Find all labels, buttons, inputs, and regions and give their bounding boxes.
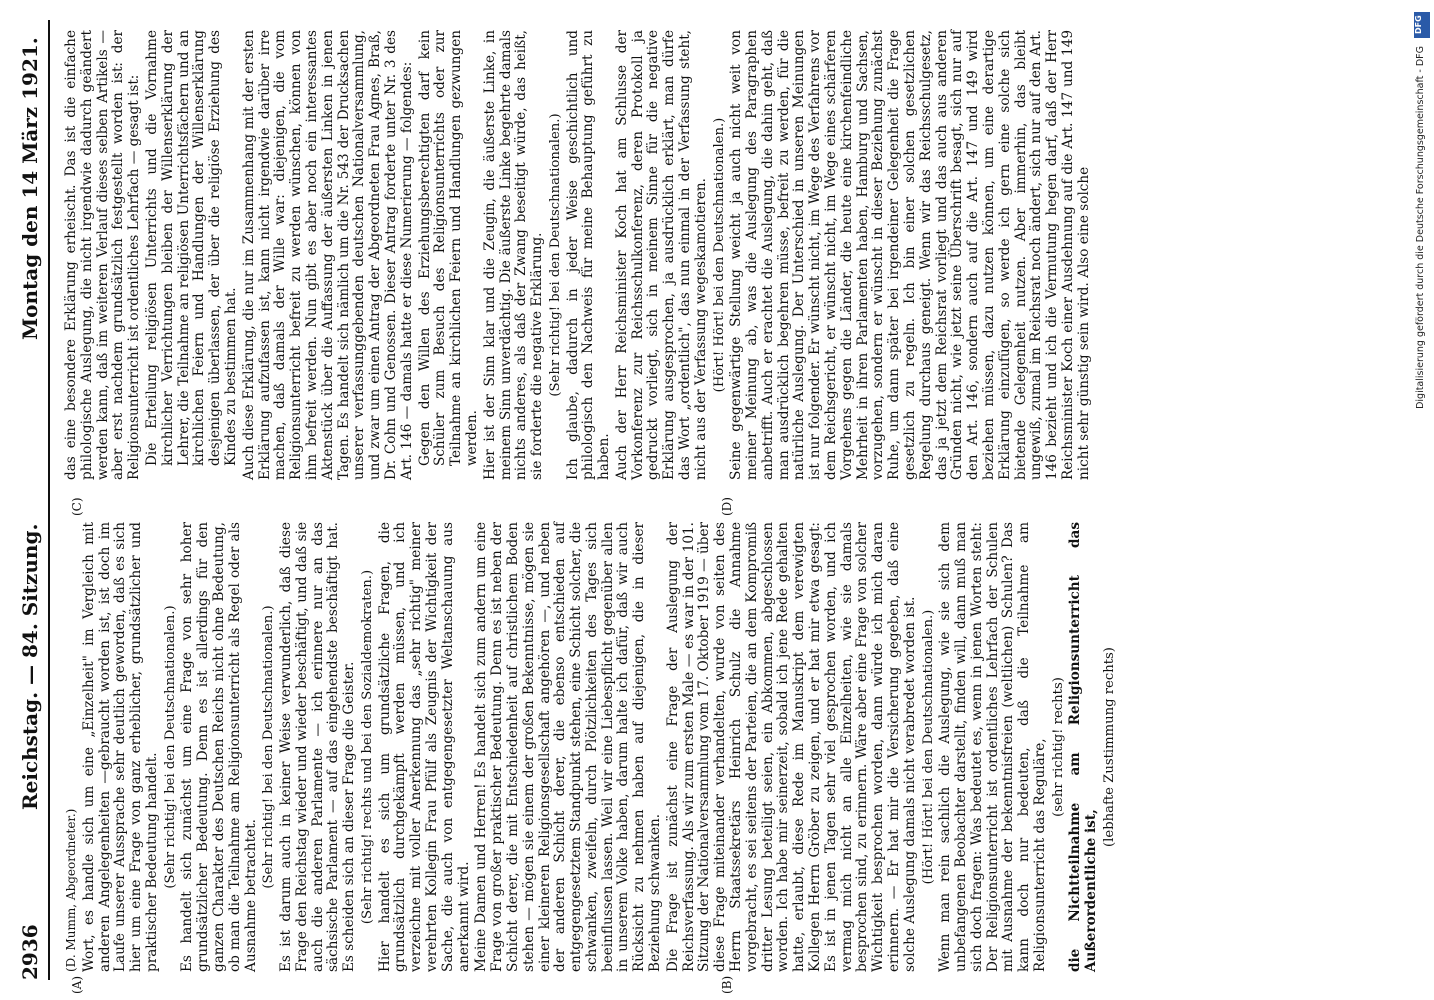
left-paragraph-8: die Nichtteilnahme am Religionsunterricht das Außerordentliche ist, — [1067, 522, 1100, 972]
right-paragraph-4: Ich glaube, dadurch in jeder Weise geschichtlich und philologisch den Nachweis für meine Behauptung geführt zu haben. — [564, 30, 613, 480]
running-page-number: 2936 — [18, 924, 42, 980]
right-quote-2: Gegen den Willen des Erziehungsberechtigten darf kein Schüler zum Besuch des Religionsunterrichts oder zur Teilnahme an kirchlichen Feiern und Handlungen gezwungen werden. — [416, 30, 480, 466]
left-paragraph-1: Wort, es handle sich um eine „Einzelheit" im Vergleich mit anderen Angelegenheiten —gebraucht worden ist, ist doch im Laufe unserer Aussprache sehr deutlich geworden, daß es sich hier um eine Frage von ganz erheblicher, grundsätzlicher und praktischer Bedeutung handelt. — [80, 522, 160, 972]
left-remark-2: (Sehr richtig! bei den Deutschnationalen.) — [261, 605, 277, 889]
left-paragraph-2: Es handelt sich zunächst um eine Frage von sehr hoher grundsätzlicher Bedeutung. Denn es ist allerdings für den ganzen Charakter des Deutschen Reichs nicht ohne Bedeutung, ob man die Teilnahme am Religionsunterricht als Regel oder als Ausnahme betrachtet. — [179, 522, 259, 972]
left-remark-3: (Sehr richtig! rechts und bei den Sozialdemokraten.) — [359, 569, 375, 925]
left-column — [64, 522, 1120, 972]
gutter-mark-c: (C) — [70, 497, 84, 516]
right-paragraph-3: Hier ist der Sinn klar und die Zeugin, die äußerste Linke, in meinem Sinn unverdächtig. Die äußerste Linke begehrte damals nichts anderes, als daß der Zwang beseitigt würde, das heißt, sie forderte die negative Erklärung. — [481, 30, 546, 480]
right-paragraph-6: Seine gegenwärtige Stellung weicht ja auch nicht weit von meiner Meinung ab, was die Auslegung des Paragraphen anbetrifft. Auch er erachtet die Auslegung, die dahin geht, daß man ausdrücklich begehren müsse, befreit zu werden, für die natürliche Auslegung. Der Unterschied in unseren Meinungen ist nur folgender. Er wünscht nicht, im Wege des Verfahrens vor dem Reichsgericht, er wünscht nicht, im Wege eines schärferen Vorgehens gegen die Länder, die heute eine kirchenfeindliche Mehrheit in ihren Parlamenten haben, Hamburg und Sachsen, vorzugehen, sondern er wünscht in dieser Beziehung zunächst Ruhe, um dann später bei irgendeiner Gelegenheit die Frage gesetzlich zu regeln. Ich bin einer solchen gesetzlichen Regelung durchaus geneigt. Wenn wir das Reichsschulgesetz, das ja jetzt dem Reichsrat vorliegt und das auch aus anderen Gründen nicht, wie jetzt seine Überschrift besagt, sich nur auf den Art. 146, sondern auch auf die Art. 147 und 149 wird beziehen müssen, dazu nutzen können, um eine derartige Erklärung einzufügen, so werde ich gern eine solche sich bietende Gelegenheit nutzen. Aber immerhin, das bleibt ungewiß, zumal im Reichsrat noch ändert, sich nur auf den Art. 146 bezieht und ich die Vermutung hegen darf, daß der Herr Reichsminister Koch einer Ausdehnung auf die Art. 147 und 149 nicht sehr günstig sein wird. Also eine solche — [728, 30, 1092, 480]
right-paragraph-2: Auch diese Erklärung, die nur im Zusammenhang mit der ersten Erklärung aufzufassen ist, kann nicht irgendwie darüber irre machen, daß damals der Wille war: diejenigen, die vom Religionsunterricht befreit zu werden wünschen, können von ihm befreit werden. Nun gibt es aber noch ein interessantes Aktenstück über die Auffassung der äußersten Linken in jenen Tagen. Es handelt sich nämlich um die Nr. 543 der Drucksachen unserer verfassunggebenden deutschen Nationalversammlung, und zwar um einen Antrag der Abgeordneten Frau Agnes, Braß, Dr. Cohn und Genossen. Dieser Antrag forderte unter Nr. 3 des Art. 146 — damals hatte er diese Numerierung — folgendes: — [240, 30, 415, 480]
left-paragraph-7: Wenn man rein sachlich die Auslegung, wie sie sich dem unbefangenen Beobachter darstellt, finden will, dann muß man sich doch fragen: Was bedeutet es, wenn in jenen Worten steht: Der Religionsunterricht ist ordentliches Lehrfach der Schulen mit Ausnahme der bekenntnisfreien (weltlichen) Schulen? Das kann doch nur bedeuten, daß die Teilnahme am Religionsunterricht das Reguläre, — [937, 522, 1048, 972]
right-remark-1: (Sehr richtig! bei den Deutschnationalen.) — [547, 113, 563, 397]
running-right-date: Montag den 14 März 1921. — [18, 37, 42, 340]
left-paragraph-6: Die Frage ist zunächst eine Frage der Auslegung der Reichsverfassung. Als wir zum ersten Male — es war in der 101. Sitzung der Nationalversammlung vom 17. Oktober 1919 — über diese Frage miteinander verhandelten, wurde von seiten des Herrn Staatssekretärs Heinrich Schulz die Annahme vorgebracht, es sei seitens der Parteien, die an dem Kompromiß dritter Lesung beteiligt seien, ein Abkommen, abgeschlossen worden. Ich habe mir seinerzeit, sobald ich jene Rede gehalten hatte, erlaubt, diese Rede im Manuskript dem verewigten Kollegen Herrn Gröber zu zeigen, und er hat mir etwa gesagt: Es ist in jenen Tagen sehr viel gesprochen worden, und ich vermag mich nicht an alle Einzelheiten, wie sie damals besprochen sind, zu erinnern. Wäre aber eine Frage von solcher Wichtigkeit besprochen worden, dann würde ich mich daran erinnern. — Er hat mir die Versicherung gegeben, daß eine solche Auslegung damals nicht verabredet worden ist. — [664, 522, 918, 972]
gutter-mark-b: (B) — [720, 975, 734, 994]
right-paragraph-1: das eine besondere Erklärung erheischt. Das ist die einfache philologische Auslegung, die nicht irgendwie dadurch geändert werden kann, daß im weiteren Verlauf dieses selben Artikels — aber erst nachdem grundsätzlich festgestellt worden ist: der Religionsunterricht ist ordentliches Lehrfach — gesagt ist: — [63, 30, 143, 480]
gutter-mark-d: (D) — [720, 497, 734, 516]
digitization-note — [1412, 10, 1432, 990]
right-remark-2: (Hört! Hört! bei den Deutschnationalen.) — [711, 117, 727, 393]
left-paragraph-3: Es ist darum auch in keiner Weise verwunderlich, daß diese Frage den Reichstag wieder und wieder beschäftigt, und daß sie auch die anderen Parlamente — ich erinnere nur an das sächsische Parlament — auf das eingehendste beschäftigt hat. Es scheiden sich an dieser Frage die Geister. — [277, 522, 358, 972]
dfg-logo: DFG — [1414, 12, 1430, 38]
right-column — [64, 30, 1095, 480]
dfg-note-text: Digitalisierung gefördert durch die Deutsche Forschungsgemeinschaft - DFG — [1415, 46, 1426, 409]
speaker-label: (D. Mumm, Abgeordneter.) — [64, 808, 78, 972]
left-remark-4: (Hört! Hört! bei den Deutschnationalen.) — [920, 609, 936, 885]
gutter-mark-a: (A) — [70, 975, 84, 994]
left-remark-5: (sehr richtig! rechts) — [1050, 677, 1066, 817]
right-paragraph-5: Auch der Herr Reichsminister Koch hat am Schlusse der Vorkonferenz zur Reichsschulkonferenz, deren Protokoll ja gedruckt vorliegt, sich in meinem Sinne für die negative Erklärung ausgesprochen, ja ausdrücklich erklärt, man dürfe das Wort „ordentlich", das nun einmal in der Verfassung steht, nicht aus der Verfassung wegeskamotieren. — [613, 30, 709, 480]
left-remark-6: (lebhafte Zustimmung rechts) — [1101, 647, 1117, 847]
left-paragraph-4: Hier handelt es sich um grundsätzliche Fragen, die grundsätzlich durchgekämpft werden müssen, und ich verzeichne mit voller Anerkennung das „sehr richtig" meiner verehrten Kollegin Frau Pfülf als Zeugnis der Wichtigkeit der Sache, die auch von entgegengesetzter Weltanschauung aus anerkannt wird. — [376, 522, 472, 972]
right-quote-1: Die Erteilung religiösen Unterrichts und die Vornahme kirchlicher Verrichtungen bleiben der Willenserklärung der Lehrer, die Teilnahme an religiösen Unterrichtsfächern und an kirchlichen Feiern und Handlungen der Willenserklärung desjenigen überlassen, der über die religiöse Erziehung des Kindes zu bestimmen hat. — [143, 30, 239, 466]
running-left-title: Reichstag. — 84. Sitzung. — [18, 523, 42, 810]
left-paragraph-5: Meine Damen und Herren! Es handelt sich zum andern um eine Frage von großer praktischer Bedeutung. Denn es ist neben der Schicht derer, die mit Entschiedenheit auf christlichem Boden stehen — mögen sie einem der großen Bekenntnisse, mögen sie einer kleineren Religionsgesellschaft angehören —, und neben der anderen Schicht derer, die ebenso entschieden auf entgegengesetztem Standpunkt stehen, eine Schicht solcher, die schwanken, zweifeln, durch Plötzlichkeiten des Tages sich beeinflussen lassen. Weil wir eine Liebespflicht gegenüber allen in unserem Volke haben, darum halte ich dafür, daß wir auch Rücksicht zu nehmen haben auf diejenigen, die in dieser Beziehung schwanken. — [473, 522, 664, 972]
left-remark-1: (Sehr richtig! bei den Deutschnationalen.) — [162, 605, 178, 889]
running-header — [8, 20, 50, 980]
